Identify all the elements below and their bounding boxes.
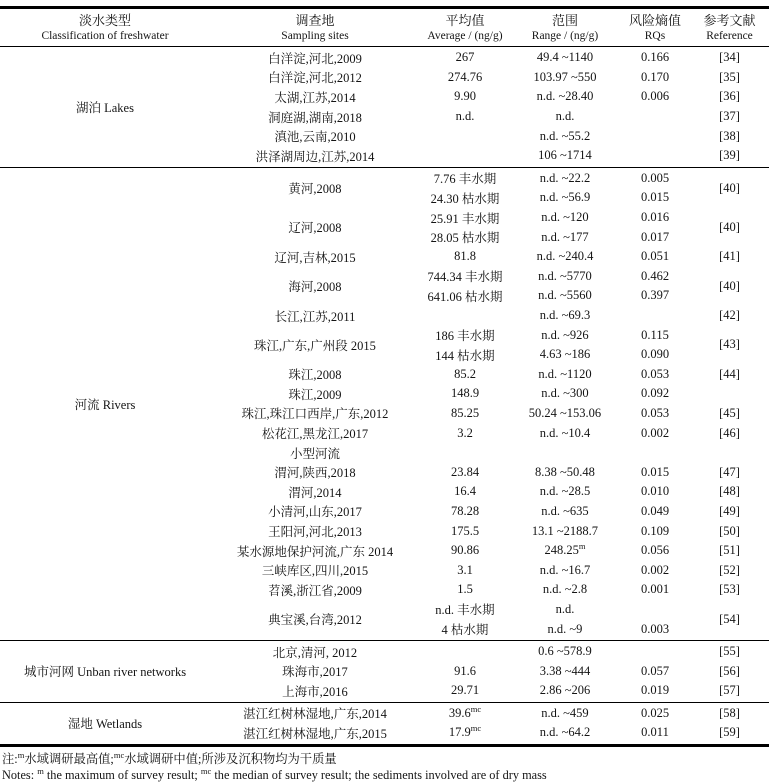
average-cell: n.d. bbox=[455, 109, 475, 124]
data-line bbox=[420, 345, 690, 365]
rq-cell: 0.090 bbox=[640, 347, 670, 362]
range-cell: n.d. ~5770 bbox=[538, 268, 592, 283]
value-lines bbox=[420, 68, 690, 88]
rq-cell: 0.001 bbox=[640, 582, 670, 597]
average-cell: 23.84 bbox=[450, 464, 480, 479]
value-lines bbox=[420, 502, 690, 522]
reference-cell: [51] bbox=[719, 543, 740, 558]
rq-cell: 0.015 bbox=[640, 190, 670, 205]
average-cell: 267 bbox=[455, 50, 475, 65]
section-rows bbox=[210, 47, 769, 167]
average-cell: 9.90 bbox=[454, 89, 476, 104]
reference-cell: [37] bbox=[719, 109, 740, 124]
table-section bbox=[0, 702, 769, 744]
reference-cell: [48] bbox=[719, 484, 740, 499]
range-cell: n.d. ~56.9 bbox=[539, 190, 591, 205]
data-line bbox=[420, 306, 690, 326]
data-line bbox=[420, 227, 690, 247]
average-cell: 78.28 bbox=[450, 503, 480, 518]
site-cell: 某水源地保护河流,广东 2014 bbox=[236, 544, 394, 559]
rq-cell: 0.109 bbox=[640, 523, 670, 538]
reference-cell: [40] bbox=[719, 180, 740, 195]
reference-cell: [40] bbox=[719, 219, 740, 234]
range-cell: n.d. ~635 bbox=[541, 503, 589, 518]
rq-cell: 0.010 bbox=[640, 484, 670, 499]
table-row bbox=[210, 704, 769, 724]
reference-cell: [49] bbox=[719, 503, 740, 518]
table-notes bbox=[0, 747, 769, 784]
site-cell: 北京,清河, 2012 bbox=[272, 645, 358, 660]
range-cell: n.d. ~69.3 bbox=[539, 308, 591, 323]
average-cell: 85.2 bbox=[454, 366, 476, 381]
site-cell: 洪泽湖周边,江苏,2014 bbox=[255, 149, 375, 164]
value-lines bbox=[420, 723, 690, 743]
table-row bbox=[210, 365, 769, 385]
data-line bbox=[420, 365, 690, 385]
rq-cell: 0.005 bbox=[640, 170, 670, 185]
table-row bbox=[210, 404, 769, 424]
site-cell: 太湖,江苏,2014 bbox=[274, 90, 356, 105]
average-cell: 91.6 bbox=[454, 663, 476, 678]
value-lines bbox=[420, 681, 690, 701]
value-lines bbox=[420, 306, 690, 326]
data-line bbox=[420, 404, 690, 424]
data-line bbox=[420, 208, 690, 228]
value-lines bbox=[420, 384, 690, 404]
average-cell: 144 枯水期 bbox=[435, 348, 495, 363]
average-cell: 25.91 丰水期 bbox=[430, 211, 500, 226]
col-header-classification bbox=[0, 12, 210, 44]
col-header-range-zh: 范围 bbox=[551, 13, 578, 28]
reference-cell: [58] bbox=[719, 705, 740, 720]
col-header-average-en: Average / (ng/g) bbox=[427, 30, 503, 42]
table-section bbox=[0, 167, 769, 640]
value-lines bbox=[420, 146, 690, 166]
col-header-classification-en: Classification of freshwater bbox=[41, 30, 169, 42]
data-line bbox=[420, 681, 690, 701]
value-lines bbox=[420, 48, 690, 68]
average-cell: $17.9^{mc}$ bbox=[448, 723, 482, 740]
value-lines bbox=[420, 87, 690, 107]
rq-cell: 0.462 bbox=[640, 268, 670, 283]
range-cell: n.d. ~5560 bbox=[538, 288, 592, 303]
range-cell: n.d. bbox=[555, 601, 575, 616]
data-line bbox=[420, 68, 690, 88]
reference-cell: [34] bbox=[719, 50, 740, 65]
range-cell: n.d. ~9 bbox=[547, 621, 583, 636]
rq-cell: 0.056 bbox=[640, 543, 670, 558]
value-lines bbox=[420, 267, 690, 306]
average-cell: 186 丰水期 bbox=[435, 329, 495, 344]
reference-cell: [47] bbox=[719, 464, 740, 479]
superscript-marker: mc bbox=[113, 749, 125, 760]
rq-cell: 0.049 bbox=[640, 503, 670, 518]
range-cell: n.d. ~240.4 bbox=[536, 249, 594, 264]
range-cell: n.d. ~120 bbox=[541, 210, 589, 225]
reference-cell: [56] bbox=[719, 663, 740, 678]
col-header-reference-en: Reference bbox=[706, 30, 753, 42]
note-line-zh: 注:$^m$水域调研最高值;$^{mc}$水域调研中值;所涉及沉积物均为干质量 bbox=[2, 749, 337, 766]
category-cell: 湖泊 Lakes bbox=[76, 100, 134, 115]
average-cell: $39.6^{mc}$ bbox=[448, 703, 482, 720]
table-row bbox=[210, 600, 769, 639]
rq-cell: 0.006 bbox=[640, 89, 670, 104]
range-cell: n.d. ~1120 bbox=[538, 366, 592, 381]
data-line bbox=[420, 443, 690, 463]
range-cell: n.d. ~2.8 bbox=[542, 582, 588, 597]
rq-cell: 0.170 bbox=[640, 69, 670, 84]
table-row bbox=[210, 384, 769, 404]
value-lines bbox=[420, 247, 690, 267]
table-row bbox=[210, 723, 769, 743]
rq-cell: 0.053 bbox=[640, 405, 670, 420]
data-line bbox=[420, 600, 690, 620]
average-cell: 641.06 枯水期 bbox=[427, 289, 503, 304]
range-cell: 106 ~1714 bbox=[538, 148, 592, 163]
reference-cell: [38] bbox=[719, 128, 740, 143]
site-cell: 三峡库区,四川,2015 bbox=[261, 564, 369, 579]
average-cell: 29.71 bbox=[450, 683, 480, 698]
reference-cell: [35] bbox=[719, 69, 740, 84]
table-row bbox=[210, 325, 769, 364]
value-lines bbox=[420, 462, 690, 482]
value-lines bbox=[420, 642, 690, 662]
site-cell: 滇池,云南,2010 bbox=[274, 130, 356, 145]
average-cell: 81.8 bbox=[454, 249, 476, 264]
value-lines bbox=[420, 325, 690, 364]
range-cell: n.d. ~926 bbox=[541, 327, 589, 342]
col-header-sampling-sites-en: Sampling sites bbox=[281, 30, 349, 42]
average-cell: 90.86 bbox=[450, 543, 480, 558]
table-row bbox=[210, 462, 769, 482]
category-cell: 湿地 Wetlands bbox=[67, 717, 143, 732]
table-header-row bbox=[0, 9, 769, 47]
reference-cell: [36] bbox=[719, 89, 740, 104]
reference-cell: [53] bbox=[719, 582, 740, 597]
site-cell: 洞庭湖,湖南,2018 bbox=[268, 110, 362, 125]
col-header-rqs-zh: 风险熵值 bbox=[628, 13, 681, 28]
col-header-range-en: Range / (ng/g) bbox=[531, 30, 599, 42]
range-cell: 4.63 ~186 bbox=[539, 347, 591, 362]
col-header-sampling-sites-zh: 调查地 bbox=[295, 13, 335, 28]
data-line bbox=[420, 661, 690, 681]
rq-cell: 0.115 bbox=[641, 327, 669, 342]
site-cell: 湛江红树林湿地,广东,2014 bbox=[243, 707, 387, 722]
average-cell: 148.9 bbox=[450, 386, 480, 401]
range-cell: n.d. ~300 bbox=[541, 386, 589, 401]
table-row bbox=[210, 247, 769, 267]
site-cell: 黄河,2008 bbox=[288, 182, 342, 197]
rq-cell: 0.015 bbox=[640, 464, 670, 479]
reference-cell: [41] bbox=[719, 249, 740, 264]
range-cell: n.d. ~28.40 bbox=[536, 89, 594, 104]
rq-cell: 0.053 bbox=[640, 366, 670, 381]
range-cell: 8.38 ~50.48 bbox=[535, 464, 595, 479]
range-cell: n.d. ~177 bbox=[541, 229, 589, 244]
data-line bbox=[420, 188, 690, 208]
site-cell: 珠海市,2017 bbox=[282, 665, 348, 680]
col-header-average bbox=[420, 12, 510, 44]
data-line bbox=[420, 423, 690, 443]
value-lines bbox=[420, 580, 690, 600]
range-cell: 13.1 ~2188.7 bbox=[531, 523, 599, 538]
reference-cell: [57] bbox=[719, 683, 740, 698]
col-header-sampling-sites bbox=[210, 12, 420, 44]
site-cell: 典宝溪,台湾,2012 bbox=[268, 613, 362, 628]
rq-cell: 0.166 bbox=[640, 50, 670, 65]
rq-cell: 0.016 bbox=[640, 210, 670, 225]
data-line bbox=[420, 267, 690, 287]
average-cell: 24.30 枯水期 bbox=[430, 191, 500, 206]
table-row bbox=[210, 502, 769, 522]
col-header-rqs-en: RQs bbox=[644, 30, 666, 42]
data-line bbox=[420, 723, 690, 743]
reference-cell: [45] bbox=[719, 405, 740, 420]
table-row bbox=[210, 661, 769, 681]
section-rows bbox=[210, 703, 769, 744]
range-cell: 248.25$^m$ bbox=[544, 540, 586, 558]
table-row bbox=[210, 107, 769, 127]
reference-cell: [39] bbox=[719, 148, 740, 163]
range-cell: n.d. ~459 bbox=[541, 705, 589, 720]
freshwater-survey-table bbox=[0, 6, 769, 747]
value-lines bbox=[420, 704, 690, 724]
table-row bbox=[210, 541, 769, 561]
site-cell: 海河,2008 bbox=[288, 280, 342, 295]
average-cell: 744.34 丰水期 bbox=[427, 270, 503, 285]
section-rows bbox=[210, 641, 769, 702]
value-lines bbox=[420, 482, 690, 502]
reference-cell: [59] bbox=[719, 725, 740, 740]
average-cell: 4 枯水期 bbox=[441, 623, 489, 638]
range-cell: 103.97 ~550 bbox=[533, 69, 597, 84]
table-body bbox=[0, 47, 769, 744]
value-lines bbox=[420, 169, 690, 208]
superscript-marker: mc bbox=[200, 766, 212, 777]
data-line bbox=[420, 704, 690, 724]
value-lines bbox=[420, 126, 690, 146]
site-cell: 小型河流 bbox=[289, 446, 340, 461]
average-cell: 16.4 bbox=[454, 484, 476, 499]
data-line bbox=[420, 247, 690, 267]
table-row bbox=[210, 642, 769, 662]
range-cell: 49.4 ~1140 bbox=[536, 50, 594, 65]
table-row bbox=[210, 169, 769, 208]
table-row bbox=[210, 681, 769, 701]
table-section bbox=[0, 640, 769, 702]
data-line bbox=[420, 580, 690, 600]
average-cell: 274.76 bbox=[447, 69, 483, 84]
col-header-reference-zh: 参考文献 bbox=[703, 13, 756, 28]
site-cell: 王阳河,河北,2013 bbox=[268, 525, 362, 540]
site-cell: 渭河,2014 bbox=[288, 485, 342, 500]
site-cell: 辽河,吉林,2015 bbox=[274, 250, 356, 265]
data-line bbox=[420, 286, 690, 306]
site-cell: 湛江红树林湿地,广东,2015 bbox=[243, 726, 387, 741]
data-line bbox=[420, 384, 690, 404]
value-lines bbox=[420, 541, 690, 561]
table-row bbox=[210, 208, 769, 247]
col-header-reference bbox=[690, 12, 769, 44]
value-lines bbox=[420, 443, 690, 463]
range-cell: 50.24 ~153.06 bbox=[528, 405, 602, 420]
data-line bbox=[420, 126, 690, 146]
data-line bbox=[420, 619, 690, 639]
superscript-marker: mc bbox=[470, 703, 482, 714]
rq-cell: 0.025 bbox=[640, 705, 670, 720]
table-row bbox=[210, 423, 769, 443]
reference-cell: [50] bbox=[719, 523, 740, 538]
range-cell: n.d. ~22.2 bbox=[539, 170, 591, 185]
rq-cell: 0.092 bbox=[640, 386, 670, 401]
rq-cell: 0.051 bbox=[640, 249, 670, 264]
data-line bbox=[420, 541, 690, 561]
category-cell: 城市河网 Unban river networks bbox=[23, 665, 187, 680]
value-lines bbox=[420, 404, 690, 424]
table-row bbox=[210, 521, 769, 541]
range-cell: n.d. ~28.5 bbox=[539, 484, 591, 499]
data-line bbox=[420, 146, 690, 166]
range-cell: 3.38 ~444 bbox=[539, 663, 591, 678]
col-header-range bbox=[510, 12, 620, 44]
average-cell: 175.5 bbox=[450, 523, 480, 538]
data-line bbox=[420, 325, 690, 345]
table-row bbox=[210, 48, 769, 68]
site-cell: 苕溪,浙江省,2009 bbox=[268, 583, 362, 598]
site-cell: 珠江,广东,广州段 2015 bbox=[254, 338, 376, 353]
site-cell: 上海市,2016 bbox=[282, 684, 348, 699]
col-header-rqs bbox=[620, 12, 690, 44]
value-lines bbox=[420, 560, 690, 580]
rq-cell: 0.002 bbox=[640, 562, 670, 577]
table-row bbox=[210, 443, 769, 463]
average-cell: 7.76 丰水期 bbox=[433, 172, 497, 187]
value-lines bbox=[420, 107, 690, 127]
table-row bbox=[210, 146, 769, 166]
table-row bbox=[210, 306, 769, 326]
col-header-classification-zh: 淡水类型 bbox=[78, 13, 131, 28]
data-line bbox=[420, 87, 690, 107]
site-cell: 辽河,2008 bbox=[288, 221, 342, 236]
value-lines bbox=[420, 600, 690, 639]
reference-cell: [40] bbox=[719, 278, 740, 293]
average-cell: 28.05 枯水期 bbox=[430, 231, 500, 246]
range-cell: n.d. ~55.2 bbox=[539, 128, 591, 143]
value-lines bbox=[420, 208, 690, 247]
reference-cell: [42] bbox=[719, 308, 740, 323]
site-cell: 珠江,2008 bbox=[288, 368, 342, 383]
reference-cell: [55] bbox=[719, 644, 740, 659]
reference-cell: [46] bbox=[719, 425, 740, 440]
note-line-en: Notes: $^m$ the maximum of survey result; $^{mc}$ the median of survey result; the sediments involved are of dry mass bbox=[2, 766, 547, 783]
value-lines bbox=[420, 423, 690, 443]
average-cell: 3.1 bbox=[457, 562, 473, 577]
rq-cell: 0.002 bbox=[640, 425, 670, 440]
site-cell: 渭河,陕西,2018 bbox=[274, 466, 356, 481]
range-cell: n.d. ~16.7 bbox=[539, 562, 591, 577]
table-row bbox=[210, 68, 769, 88]
data-line bbox=[420, 521, 690, 541]
value-lines bbox=[420, 365, 690, 385]
data-line bbox=[420, 107, 690, 127]
superscript-marker: mc bbox=[470, 723, 482, 734]
range-cell: n.d. ~10.4 bbox=[539, 425, 591, 440]
average-cell: 3.2 bbox=[457, 425, 473, 440]
data-line bbox=[420, 482, 690, 502]
site-cell: 松花江,黑龙江,2017 bbox=[261, 427, 369, 442]
reference-cell: [52] bbox=[719, 562, 740, 577]
rq-cell: 0.057 bbox=[640, 663, 670, 678]
average-cell: 85.25 bbox=[450, 405, 480, 420]
superscript-marker: m bbox=[17, 749, 25, 760]
site-cell: 珠江,2009 bbox=[288, 387, 342, 402]
rq-cell: 0.019 bbox=[640, 683, 670, 698]
reference-cell: [44] bbox=[719, 366, 740, 381]
data-line bbox=[420, 502, 690, 522]
range-cell: n.d. ~64.2 bbox=[539, 725, 591, 740]
data-line bbox=[420, 462, 690, 482]
range-cell: n.d. bbox=[555, 109, 575, 124]
data-line bbox=[420, 169, 690, 189]
range-cell: 2.86 ~206 bbox=[539, 683, 591, 698]
category-cell: 河流 Rivers bbox=[74, 397, 136, 412]
range-cell: 0.6 ~578.9 bbox=[538, 644, 592, 659]
table-row bbox=[210, 267, 769, 306]
site-cell: 小清河,山东,2017 bbox=[268, 505, 362, 520]
rq-cell: 0.011 bbox=[641, 725, 669, 740]
table-section bbox=[0, 47, 769, 167]
table-row bbox=[210, 580, 769, 600]
value-lines bbox=[420, 521, 690, 541]
col-header-average-zh: 平均值 bbox=[445, 13, 485, 28]
section-rows bbox=[210, 168, 769, 640]
average-cell: 1.5 bbox=[457, 582, 473, 597]
data-line bbox=[420, 642, 690, 662]
site-cell: 长江,江苏,2011 bbox=[274, 309, 356, 324]
rq-cell: 0.397 bbox=[640, 288, 670, 303]
data-line bbox=[420, 48, 690, 68]
superscript-marker: m bbox=[578, 540, 586, 551]
table-row bbox=[210, 482, 769, 502]
rq-cell: 0.017 bbox=[640, 229, 670, 244]
data-line bbox=[420, 560, 690, 580]
site-cell: 白洋淀,河北,2012 bbox=[268, 71, 362, 86]
table-row bbox=[210, 126, 769, 146]
average-cell: n.d. 丰水期 bbox=[435, 603, 495, 618]
value-lines bbox=[420, 661, 690, 681]
site-cell: 珠江,珠江口西岸,广东,2012 bbox=[241, 407, 389, 422]
reference-cell: [54] bbox=[719, 611, 740, 626]
site-cell: 白洋淀,河北,2009 bbox=[268, 51, 362, 66]
reference-cell: [43] bbox=[719, 337, 740, 352]
rq-cell: 0.003 bbox=[640, 621, 670, 636]
table-row bbox=[210, 87, 769, 107]
superscript-marker: m bbox=[37, 766, 44, 777]
table-row bbox=[210, 560, 769, 580]
